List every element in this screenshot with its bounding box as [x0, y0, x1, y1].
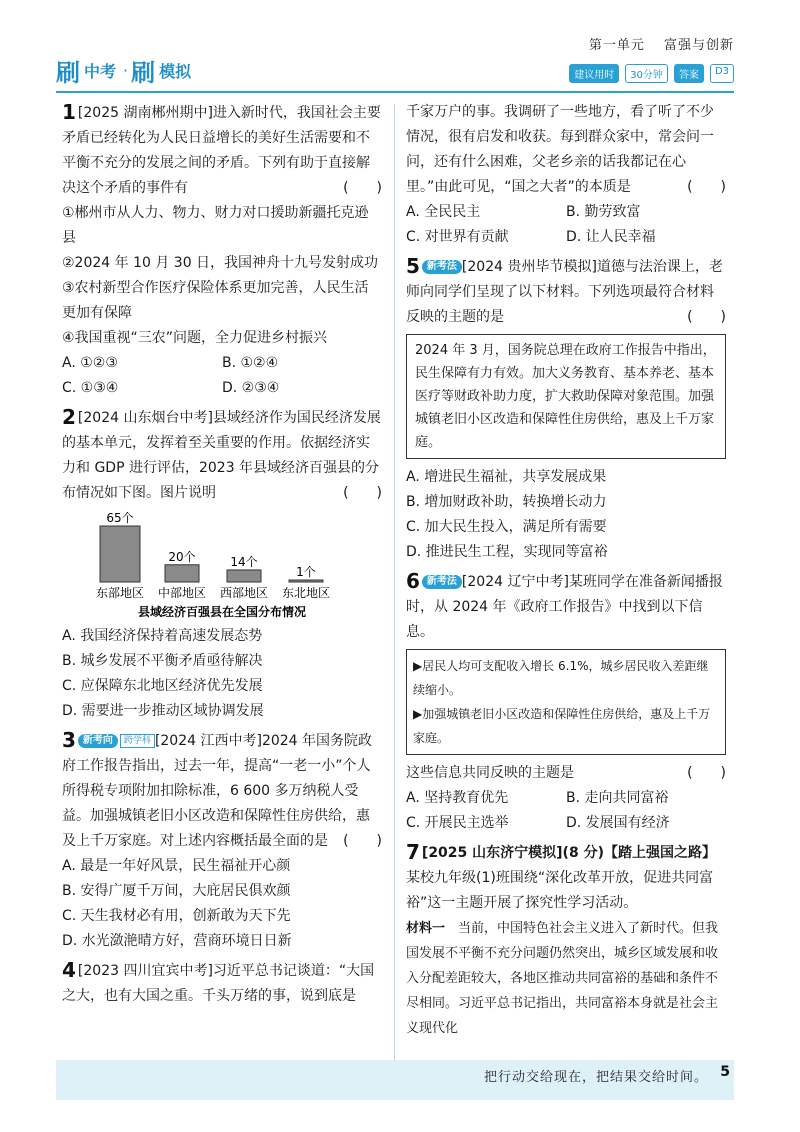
question-5 [406, 254, 726, 565]
sub-question: 这些信息共同反映的主题是 [406, 765, 574, 781]
option-d[interactable]: D. ②③④ [222, 380, 280, 396]
material-box: 2024 年 3 月，国务院总理在政府工作报告中指出，民生保障有力有效。加大义务教育、基本养老、基本医疗等财政补助力度，扩大救助保障对象范围。加强城镇老旧小区改造和保障性住房供给，惠及上千万家庭。 [406, 334, 726, 459]
question-text: [2025 湖南郴州期中]进入新时代，我国社会主要矛盾已经转化为人民日益增长的美好生活需要和不平衡不充分的发展之间的矛盾。下列有助于直接解决这个矛盾的事件有 [62, 105, 381, 196]
option-b[interactable]: B. 城乡发展不平衡矛盾亟待解决 [62, 653, 263, 669]
option-d[interactable]: D. 让人民幸福 [566, 229, 656, 245]
logo-text-left: 中考 [84, 61, 117, 81]
statement-3: ③农村新型合作医疗保险体系更加完善，人民生活更加有保障 [62, 280, 369, 321]
level-label: 答案 [674, 64, 704, 83]
logo-char-left: 刷 [56, 57, 80, 87]
page-number: 5 [720, 1064, 730, 1080]
bar-1 [165, 565, 199, 582]
question-text: [2024 山东烟台中考]县域经济作为国民经济发展的基本单元，发挥着至关重要的作用。依据经济实力和 GDP 进行评估，2023 年县域经济百强县的分布情况如下图。图片说明 [62, 410, 381, 501]
statement-4: ④我国重视“三农”问题，全力促进乡村振兴 [62, 330, 328, 346]
answer-bracket: ( ) [343, 833, 382, 849]
answer-bracket: ( ) [343, 180, 382, 196]
answer-bracket: ( ) [687, 179, 726, 195]
tag-new-method: 新考法 [422, 260, 462, 274]
question-1 [62, 100, 382, 401]
options [406, 786, 726, 836]
option-a[interactable]: A. 增进民生福祉，共享发展成果 [406, 469, 607, 485]
value-label-3: 1个 [296, 565, 316, 579]
value-label-1: 20个 [168, 549, 196, 564]
logo-char-right: 刷 [131, 57, 156, 87]
unit-title: 富强与创新 [663, 38, 734, 53]
option-d[interactable]: D. 水光潋滟晴方好，营商环境日日新 [62, 933, 292, 949]
option-a[interactable]: A. 我国经济保持着高速发展态势 [62, 628, 263, 644]
right-column [406, 100, 726, 1045]
material-text: 当前，中国特色社会主义进入了新时代。但我国发展不平衡不充分问题仍然突出，城乡区域发展和收入分配差距较大，各地区推动共同富裕的基础和条件不尽相同。习近平总书记指出，共同富裕本身就是社会主义现代化 [406, 921, 719, 1036]
question-4 [62, 958, 382, 1009]
question-number: 4 [62, 958, 76, 982]
question-intro: 某校九年级(1)班围绕“深化改革开放，促进共同富裕”这一主题开展了探究性学习活动。 [406, 870, 714, 911]
category-label-3: 东北地区 [281, 586, 331, 600]
time-value: 30分钟 [625, 64, 668, 83]
question-number: 6 [406, 569, 420, 593]
question-text: [2024 辽宁中考]某班同学在准备新闻播报时，从 2024 年《政府工作报告》中找到以下信息。 [406, 574, 723, 640]
info-item-1: ▶居民人均可支配收入增长 6.1%，城乡居民收入差距继续缩小。 [413, 659, 709, 697]
tag-new-method: 新考法 [422, 575, 462, 589]
bar-3 [289, 580, 323, 582]
answer-bracket: ( ) [343, 485, 382, 501]
option-b[interactable]: B. ①②④ [222, 355, 279, 371]
chart-svg [62, 510, 382, 622]
question-number: 5 [406, 254, 420, 278]
tag-cross-subject: 跨学科 [120, 734, 155, 748]
question-3 [62, 728, 382, 954]
question-4-continued [406, 100, 726, 250]
material-label: 材料一 [406, 921, 446, 936]
brand-logo [56, 56, 195, 87]
question-number: 1 [62, 100, 76, 124]
question-7 [406, 840, 726, 1041]
option-c[interactable]: C. 对世界有贡献 [406, 229, 509, 245]
question-number: 7 [406, 840, 420, 864]
option-d[interactable]: D. 发展国有经济 [566, 815, 670, 831]
category-label-1: 中部地区 [157, 586, 207, 600]
option-c[interactable]: C. 应保障东北地区经济优先发展 [62, 678, 263, 694]
options [62, 351, 382, 401]
info-item-2: ▶加强城镇老旧小区改造和保障性住房供给，惠及上千万家庭。 [413, 707, 711, 745]
question-text: [2023 四川宜宾中考]习近平总书记谈道：“大国之大，也有大国之重。千头万绪的事，说到底是 [62, 963, 375, 1004]
question-number: 2 [62, 405, 76, 429]
statement-2: ②2024 年 10 月 30 日，我国神舟十九号发射成功 [62, 255, 379, 271]
question-number: 3 [62, 728, 76, 752]
value-label-2: 14个 [230, 554, 258, 569]
logo-dot: · [123, 60, 129, 80]
question-text-continued: 千家万户的事。我调研了一些地方，看了听了不少情况，很有启发和收获。每到群众家中，常会问一问，还有什么困难，父老乡亲的话我都记在心里。”由此可见，“国之大者”的本质是 [406, 104, 714, 195]
option-a[interactable]: A. ①②③ [62, 355, 118, 371]
option-a[interactable]: A. 坚持教育优先 [406, 790, 509, 806]
option-a[interactable]: A. 最是一年好风景，民生福祉开心颜 [62, 858, 291, 874]
question-text: [2025 山东济宁模拟](8 分)【踏上强国之路】 [421, 845, 716, 861]
answer-bracket: ( ) [687, 765, 726, 781]
header [0, 0, 800, 96]
unit-number: 第一单元 [588, 38, 645, 53]
bar-chart [62, 510, 382, 622]
option-b[interactable]: B. 增加财政补助，转换增长动力 [406, 494, 607, 510]
category-label-2: 西部地区 [219, 586, 269, 600]
option-b[interactable]: B. 走向共同富裕 [566, 790, 669, 806]
level-value: D3 [710, 64, 734, 83]
question-2 [62, 405, 382, 724]
option-a[interactable]: A. 全民民主 [406, 204, 481, 220]
option-c[interactable]: C. 开展民主选举 [406, 815, 509, 831]
statement-1: ①郴州市从人力、物力、财力对口援助新疆托克逊县 [62, 205, 369, 246]
options [406, 200, 726, 250]
material-one [406, 916, 726, 1041]
info-box [406, 649, 726, 755]
bar-0 [100, 526, 140, 582]
tag-new-direction: 新考向 [78, 734, 118, 748]
time-badges [569, 64, 734, 83]
value-label-0: 65个 [106, 511, 134, 525]
unit-heading [575, 34, 734, 53]
option-c[interactable]: C. 天生我材必有用，创新敢为天下先 [62, 908, 291, 924]
time-label: 建议用时 [569, 64, 619, 83]
option-b[interactable]: B. 勤劳致富 [566, 204, 641, 220]
footer-motto: 把行动交给现在，把结果交给时间。 [483, 1070, 708, 1085]
question-text: [2024 贵州毕节模拟]道德与法治课上，老师向同学们呈现了以下材料。下列选项最符合材料反映的主题的是 [406, 259, 723, 325]
option-c[interactable]: C. ①③④ [62, 380, 119, 396]
logo-text-right: 模拟 [159, 61, 192, 81]
question-text: [2024 江西中考]2024 年国务院政府工作报告指出，过去一年，提高“一老一小”个人所得税专项附加扣除标准，6 600 多万纳税人受益。加强城镇老旧小区改造和保障性住房供给，惠及上千万家庭。对上述内容概括最全面的是 [62, 733, 373, 849]
header-rule [56, 91, 734, 93]
option-d[interactable]: D. 推进民生工程，实现同等富裕 [406, 544, 608, 560]
bar-2 [227, 570, 261, 582]
option-b[interactable]: B. 安得广厦千万间，大庇居民俱欢颜 [62, 883, 291, 899]
option-d[interactable]: D. 需要进一步推动区域协调发展 [62, 703, 264, 719]
question-6 [406, 569, 726, 836]
column-divider [394, 104, 395, 1060]
left-column [62, 100, 382, 1013]
category-label-0: 东部地区 [95, 586, 145, 600]
answer-bracket: ( ) [687, 309, 726, 325]
chart-title: 县域经济百强县在全国分布情况 [137, 605, 307, 619]
option-c[interactable]: C. 加大民生投入，满足所有需要 [406, 519, 607, 535]
